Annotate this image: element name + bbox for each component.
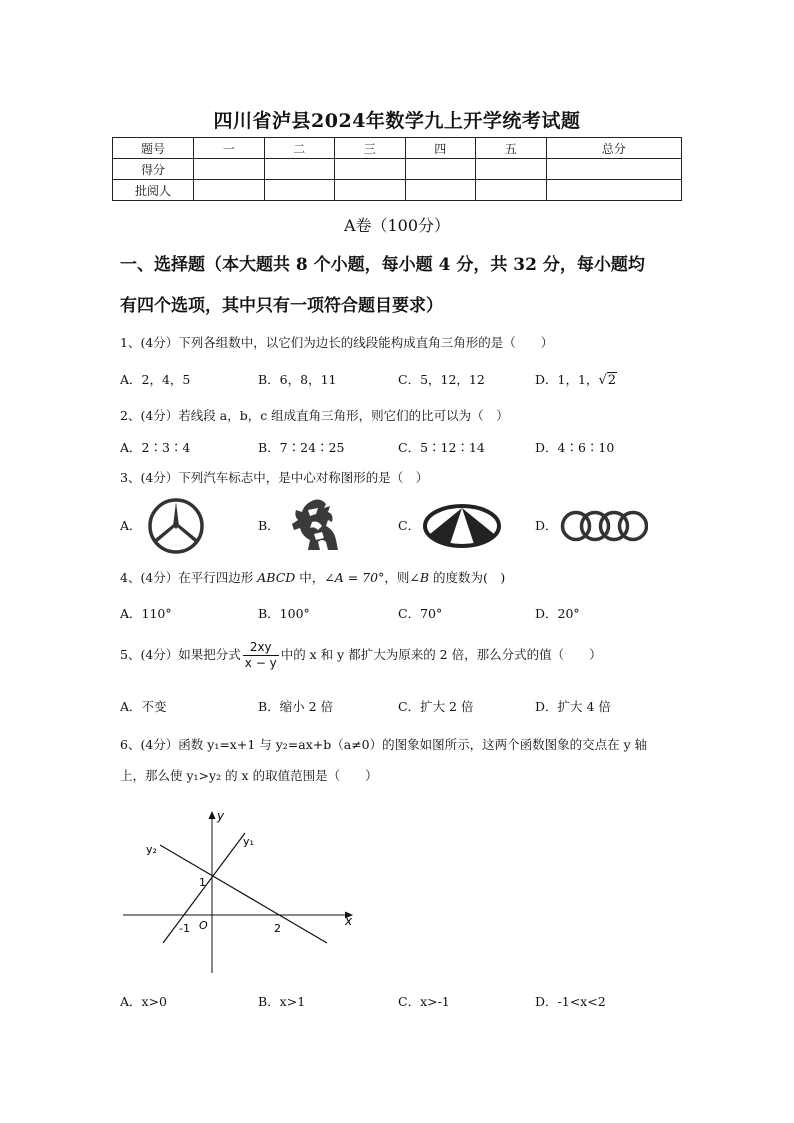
origin-label: O — [199, 919, 208, 932]
table-cell — [335, 159, 406, 180]
mercedes-logo-icon — [146, 497, 206, 555]
table-cell: 一 — [194, 138, 265, 159]
q4-text: 4、(4分）在平行四边形 — [120, 570, 258, 585]
q4-text: 中， — [295, 570, 325, 585]
q2-option-c: C．5∶12∶14 — [398, 440, 485, 455]
q1-option-d — [535, 371, 617, 390]
q5-text: 中的 x 和 y 都扩大为原来的 2 倍，那么分式的值（ ） — [280, 647, 602, 662]
q3-option-a: A． — [120, 518, 142, 533]
sqrt-symbol: √2 — [598, 373, 617, 388]
q1-option-c: C．5，12，12 — [398, 372, 485, 387]
q4-angle-a: ∠A = 70° — [324, 570, 385, 585]
score-table-row — [113, 180, 682, 201]
section-heading-cont: 有四个选项，其中只有一项符合题目要求） — [120, 296, 443, 316]
q1-option-b: B．6，8，11 — [258, 372, 337, 387]
score-table — [112, 137, 682, 201]
q5-option-b: B．缩小 2 倍 — [258, 699, 334, 714]
table-cell — [476, 159, 547, 180]
fraction — [243, 640, 279, 671]
table-cell — [546, 159, 682, 180]
page-title: 四川省泸县2024年数学九上开学统考试题 — [213, 110, 581, 132]
x-tick-label: 2 — [274, 922, 281, 935]
q2-option-a: A．2∶3∶4 — [120, 440, 191, 455]
fraction-numerator: 2xy — [243, 640, 279, 656]
question-2-stem: 2、(4分）若线段 a，b，c 组成直角三角形，则它们的比可以为（ ） — [120, 408, 509, 423]
q4-option-d: D．20° — [535, 606, 580, 621]
table-cell: 二 — [264, 138, 335, 159]
table-cell — [194, 180, 265, 201]
table-cell — [546, 180, 682, 201]
q4-option-c: C．70° — [398, 606, 443, 621]
q2-option-b: B．7∶24∶25 — [258, 440, 345, 455]
q5-text: 5、(4分）如果把分式 — [120, 647, 241, 662]
q5-option-d: D．扩大 4 倍 — [535, 699, 611, 714]
table-cell — [405, 159, 476, 180]
table-cell: 批阅人 — [113, 180, 194, 201]
q4-text: 的度数为( ) — [429, 570, 506, 585]
q6-option-b: B．x>1 — [258, 994, 306, 1009]
x-axis-label: x — [345, 914, 353, 928]
y-axis-arrow-icon — [209, 811, 216, 819]
q6-option-a: A．x>0 — [120, 994, 168, 1009]
q3-option-b: B． — [258, 518, 280, 533]
table-cell — [405, 180, 476, 201]
audi-logo-icon — [560, 509, 648, 543]
function-graph — [115, 805, 365, 980]
score-table-header-row — [113, 138, 682, 159]
table-cell: 四 — [405, 138, 476, 159]
y-tick-label: 1 — [199, 876, 206, 889]
q4-angle-b: ∠B — [409, 570, 430, 585]
neg-x-tick-label: -1 — [179, 922, 190, 935]
q3-option-d: D． — [535, 518, 558, 533]
infiniti-logo-icon — [422, 502, 502, 550]
q4-option-a: A．110° — [120, 606, 172, 621]
q3-option-c: C． — [398, 518, 421, 533]
q1-option-d-label: D．1，1， — [535, 372, 599, 387]
q2-option-d: D．4∶6∶10 — [535, 440, 615, 455]
question-5-stem — [120, 640, 680, 671]
table-cell: 题号 — [113, 138, 194, 159]
fraction-denominator: x − y — [244, 656, 277, 670]
question-4-stem — [120, 569, 680, 587]
table-cell — [476, 180, 547, 201]
table-cell: 总分 — [546, 138, 682, 159]
section-heading: 一、选择题（本大题共 8 个小题，每小题 4 分，共 32 分，每小题均 — [120, 255, 645, 275]
table-cell — [335, 180, 406, 201]
q6-option-d: D．-1<x<2 — [535, 994, 606, 1009]
table-cell: 五 — [476, 138, 547, 159]
table-cell: 三 — [335, 138, 406, 159]
line-y1-label: y₁ — [243, 835, 254, 848]
question-1-stem: 1、(4分）下列各组数中，以它们为边长的线段能构成直角三角形的是（ ） — [120, 335, 554, 350]
score-table-row — [113, 159, 682, 180]
table-cell — [264, 180, 335, 201]
y-axis-label: y — [217, 809, 225, 823]
q6-option-c: C．x>-1 — [398, 994, 450, 1009]
q1-option-a: A．2，4，5 — [120, 372, 191, 387]
q4-text: ，则 — [384, 570, 410, 585]
peugeot-logo-icon — [288, 496, 344, 554]
table-cell: 得分 — [113, 159, 194, 180]
question-6-stem-line1: 6、(4分）函数 y₁=x+1 与 y₂=ax+b（a≠0）的图象如图所示，这两个函数图象的交点在 y 轴 — [120, 737, 648, 752]
q5-option-a: A．不变 — [120, 699, 167, 714]
radicand: 2 — [607, 373, 617, 388]
question-3-stem: 3、(4分）下列汽车标志中，是中心对称图形的是（ ） — [120, 470, 429, 485]
table-cell — [264, 159, 335, 180]
question-6-stem-line2: 上，那么使 y₁>y₂ 的 x 的取值范围是（ ） — [120, 768, 378, 783]
q4-option-b: B．100° — [258, 606, 310, 621]
table-cell — [194, 159, 265, 180]
q4-parallelogram-label: ABCD — [257, 570, 296, 585]
line-y2-label: y₂ — [146, 843, 157, 856]
q5-option-c: C．扩大 2 倍 — [398, 699, 474, 714]
paper-part-heading: A卷（100分） — [343, 216, 451, 235]
